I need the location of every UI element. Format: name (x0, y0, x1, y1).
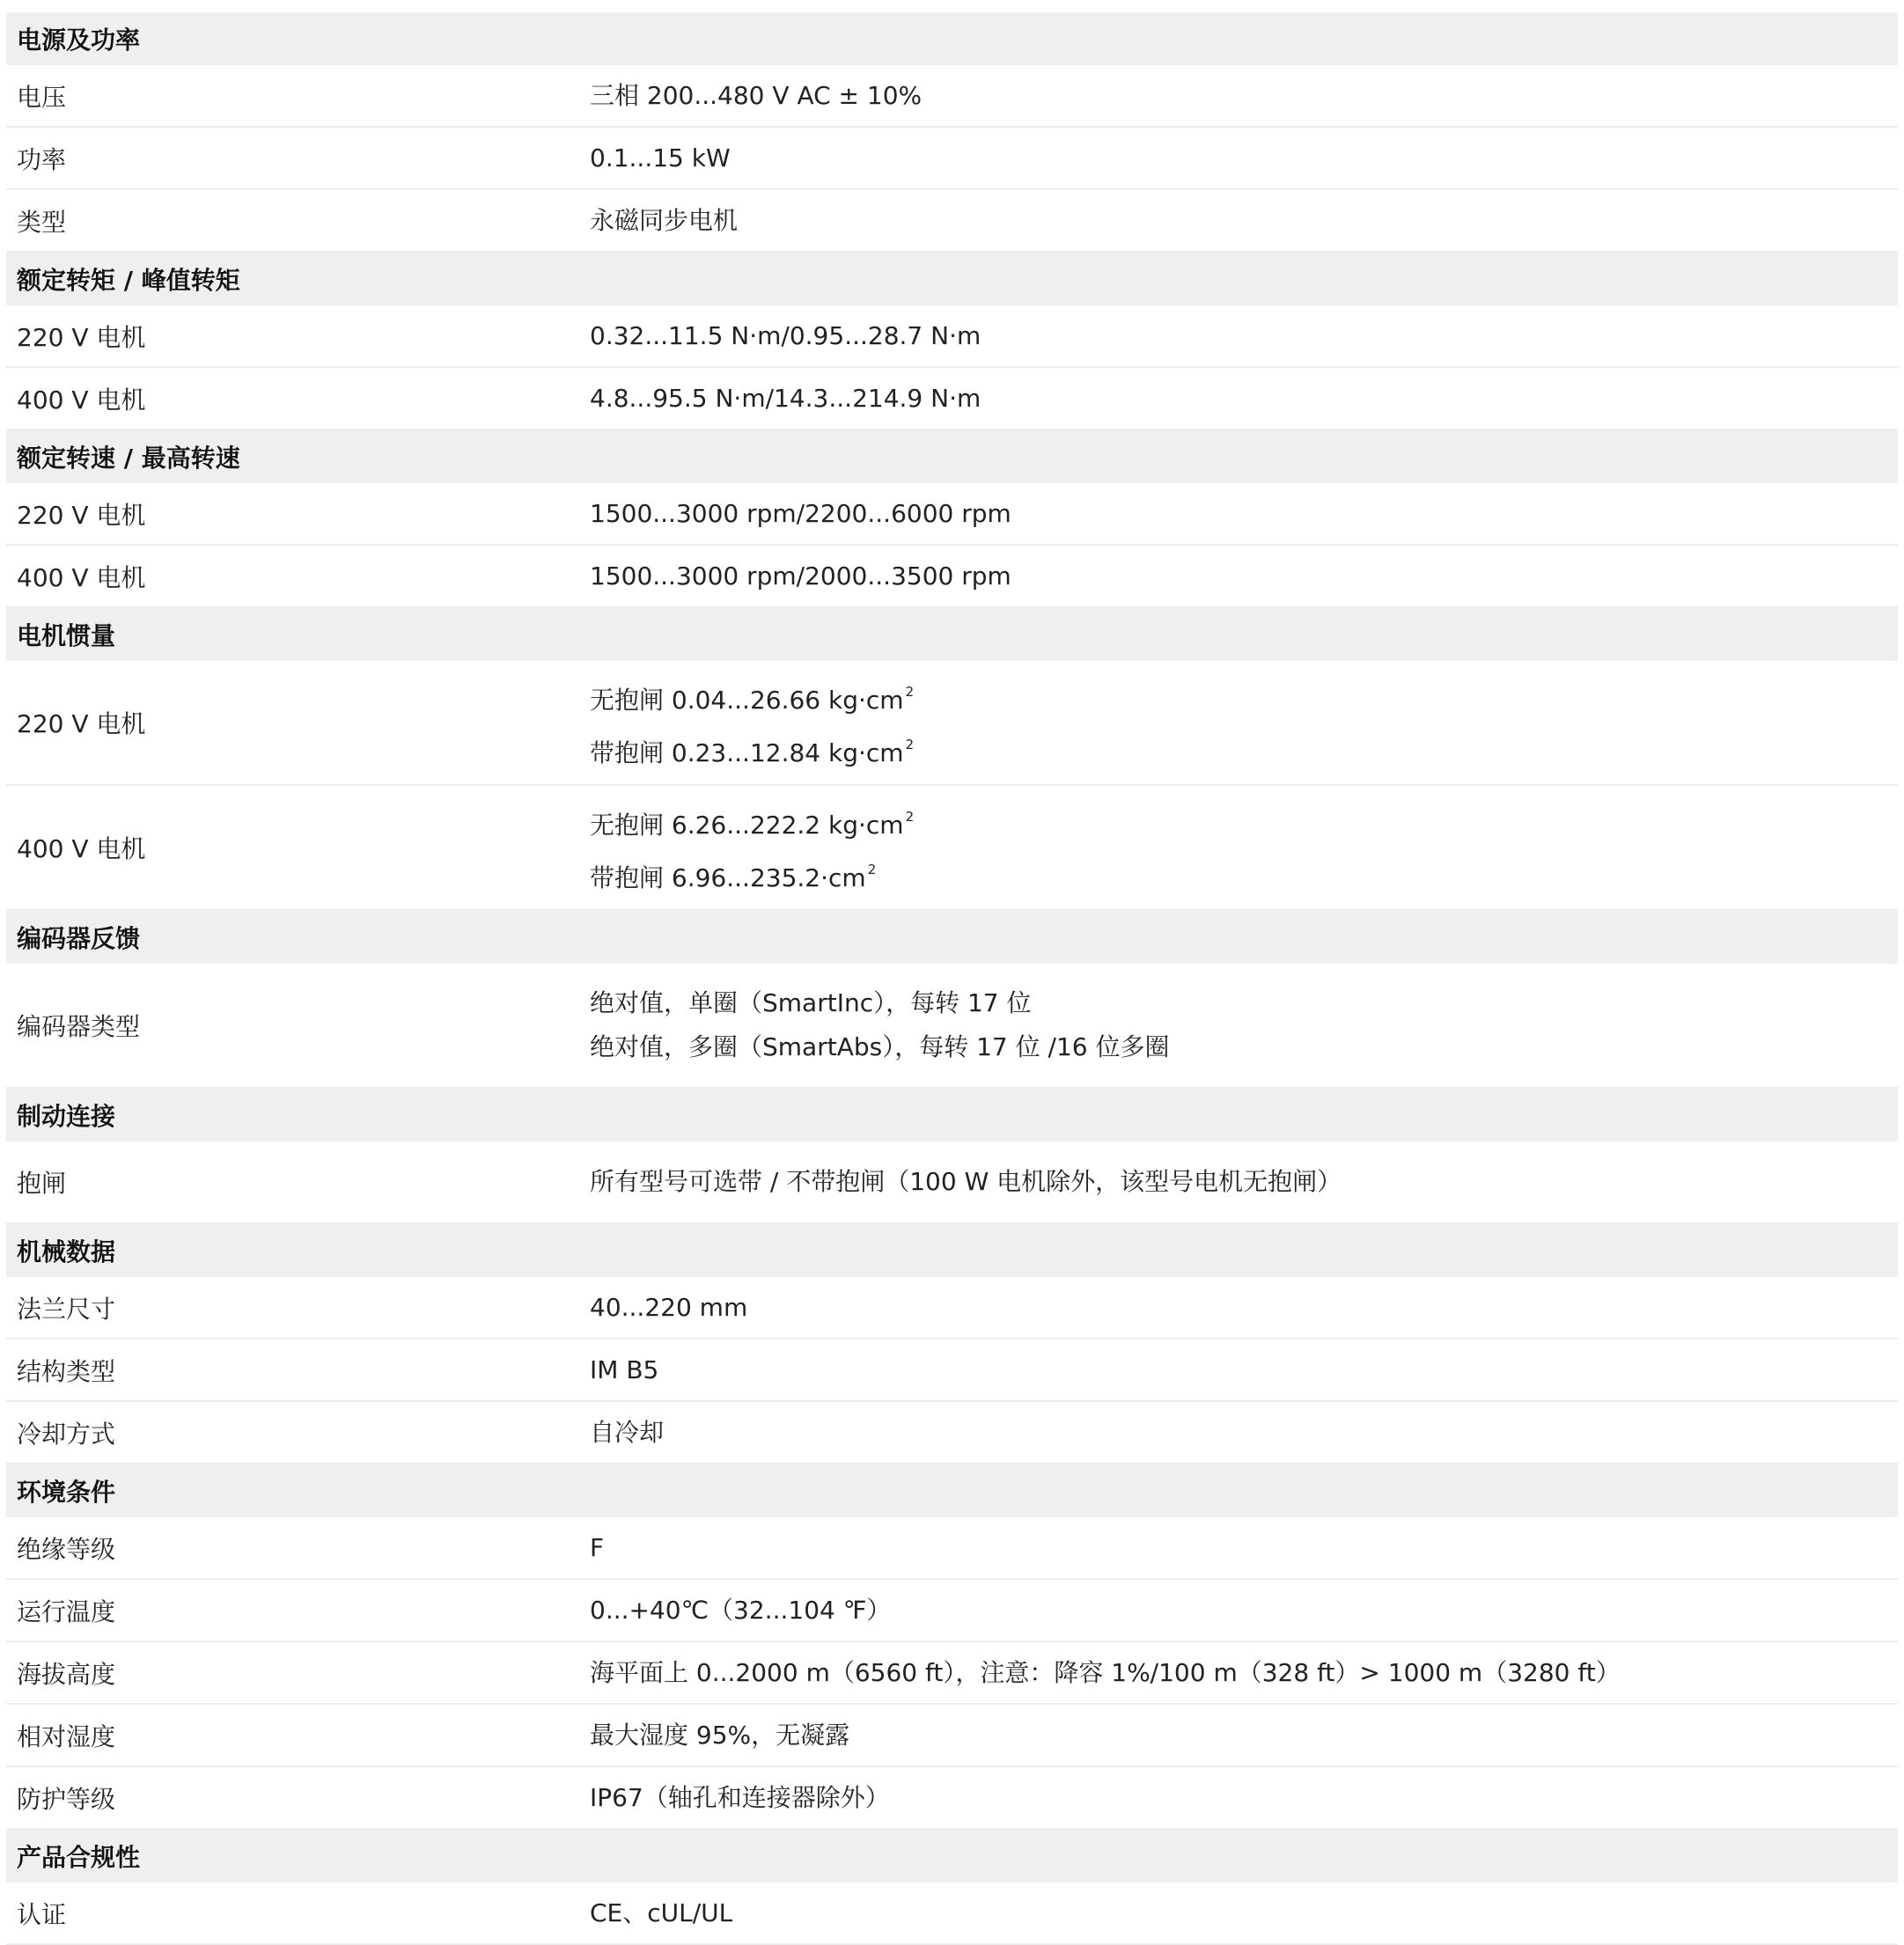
section-header: 编码器反馈 (6, 911, 1898, 964)
row-label: 运行温度 (17, 1596, 116, 1626)
row-label: 抱闸 (17, 1169, 67, 1198)
section-header: 额定转矩 / 峰值转矩 (6, 253, 1898, 305)
value-line (590, 1411, 1898, 1455)
row-value (590, 554, 1898, 598)
table-row (6, 1141, 1898, 1224)
row-value (590, 314, 1898, 358)
value-text: 海平面上 0...2000 m（6560 ft），注意：降容 1%/100 m（328 ft）> 1000 m（3280 ft） (590, 1657, 1621, 1687)
value-line (590, 723, 1898, 775)
table-row (6, 786, 1898, 911)
row-value (590, 1776, 1898, 1820)
row-label: 220 V 电机 (17, 709, 146, 738)
value-line (590, 314, 1898, 358)
value-line (590, 670, 1898, 723)
row-label: 防护等级 (17, 1784, 116, 1814)
section-header: 额定转速 / 最高转速 (6, 430, 1898, 483)
value-line (590, 1286, 1898, 1330)
value-text: IM B5 (590, 1354, 659, 1384)
row-label: 认证 (17, 1899, 67, 1929)
section-header: 环境条件 (6, 1464, 1898, 1517)
row-value (590, 199, 1898, 243)
row-value (590, 1891, 1898, 1935)
value-text: 1500...3000 rpm/2000...3500 rpm (590, 561, 1011, 591)
value-line (590, 1714, 1898, 1758)
section-header: 电机惯量 (6, 608, 1898, 661)
value-line (590, 1651, 1898, 1695)
value-text: 所有型号可选带 / 不带抱闸（100 W 电机除外，该型号电机无抱闸） (590, 1167, 1342, 1196)
row-value (590, 795, 1898, 900)
table-row (6, 1883, 1898, 1945)
table-row (6, 1705, 1898, 1767)
table-row (6, 1277, 1898, 1339)
table-row (6, 1339, 1898, 1402)
row-value (590, 1714, 1898, 1758)
row-label: 编码器类型 (17, 1012, 141, 1041)
section-header: 制动连接 (6, 1089, 1898, 1141)
superscript: 2 (905, 809, 915, 825)
row-value (590, 377, 1898, 421)
value-line (590, 199, 1898, 243)
section-header: 机械数据 (6, 1224, 1898, 1277)
value-text: 1500...3000 rpm/2200...6000 rpm (590, 498, 1011, 528)
section-header: 电源及功率 (6, 12, 1898, 65)
row-value (590, 1411, 1898, 1455)
value-text: 永磁同步电机 (590, 205, 739, 235)
table-row (6, 128, 1898, 190)
row-value (590, 492, 1898, 536)
table-row (6, 1767, 1898, 1830)
table-row (6, 1402, 1898, 1464)
superscript: 2 (867, 862, 877, 877)
value-text: 三相 200...480 V AC ± 10% (590, 80, 923, 110)
value-line (590, 795, 1898, 848)
row-label: 电压 (17, 82, 67, 112)
row-label: 400 V 电机 (17, 834, 146, 863)
row-value (590, 1526, 1898, 1570)
table-row (6, 1642, 1898, 1705)
row-label: 400 V 电机 (17, 385, 146, 415)
table-row (6, 65, 1898, 128)
value-line (590, 1348, 1898, 1392)
row-label: 220 V 电机 (17, 500, 146, 530)
value-text: 无抱闸 0.04...26.66 kg·cm (590, 686, 904, 715)
value-text: 4.8...95.5 N·m/14.3...214.9 N·m (590, 383, 981, 413)
value-text: IP67（轴孔和连接器除外） (590, 1782, 890, 1812)
section-header: 产品合规性 (6, 1830, 1898, 1883)
row-label: 类型 (17, 207, 67, 237)
value-text: 自冷却 (590, 1417, 665, 1447)
value-text: CE、cUL/UL (590, 1897, 733, 1927)
row-label: 220 V 电机 (17, 322, 146, 352)
superscript: 2 (905, 737, 915, 752)
spec-table (6, 12, 1898, 1945)
value-text: 无抱闸 6.26...222.2 kg·cm (590, 811, 904, 840)
table-row (6, 483, 1898, 546)
value-text: 带抱闸 0.23...12.84 kg·cm (590, 738, 904, 767)
row-value (590, 74, 1898, 118)
row-value (590, 1160, 1898, 1204)
value-text: F (590, 1532, 605, 1562)
row-value (590, 1589, 1898, 1633)
row-label: 法兰尺寸 (17, 1294, 116, 1324)
value-line (590, 1589, 1898, 1633)
value-line (590, 377, 1898, 421)
value-line (590, 492, 1898, 536)
row-label: 功率 (17, 144, 67, 174)
row-value (590, 1348, 1898, 1392)
row-value (590, 981, 1898, 1069)
value-line (590, 1776, 1898, 1820)
value-line (590, 1526, 1898, 1570)
value-text: 最大湿度 95%，无凝露 (590, 1720, 850, 1750)
value-line (590, 848, 1898, 900)
value-line (590, 1025, 1898, 1069)
table-row (6, 190, 1898, 253)
superscript: 2 (905, 684, 915, 700)
table-row (6, 661, 1898, 786)
row-value (590, 1286, 1898, 1330)
value-line (590, 1891, 1898, 1935)
value-text: 带抱闸 6.96...235.2·cm (590, 863, 866, 892)
value-line (590, 554, 1898, 598)
row-label: 绝缘等级 (17, 1534, 116, 1564)
row-label: 400 V 电机 (17, 562, 146, 592)
value-text: 40...220 mm (590, 1292, 748, 1322)
value-text: 绝对值，单圈（SmartInc），每转 17 位 (590, 988, 1032, 1017)
value-line (590, 1160, 1898, 1204)
value-line (590, 136, 1898, 180)
value-text: 0.1...15 kW (590, 143, 731, 172)
value-text: 0...+40℃（32...104 ℉） (590, 1595, 892, 1625)
table-row (6, 546, 1898, 608)
row-value (590, 1651, 1898, 1695)
table-row (6, 368, 1898, 430)
row-label: 冷却方式 (17, 1419, 116, 1449)
row-label: 海拔高度 (17, 1659, 116, 1689)
table-row (6, 1517, 1898, 1580)
row-label: 结构类型 (17, 1356, 116, 1386)
table-row (6, 964, 1898, 1089)
value-line (590, 74, 1898, 118)
row-value (590, 670, 1898, 775)
row-value (590, 136, 1898, 180)
table-row (6, 305, 1898, 368)
value-text: 0.32...11.5 N·m/0.95...28.7 N·m (590, 320, 981, 350)
value-line (590, 981, 1898, 1025)
table-row (6, 1580, 1898, 1642)
value-text: 绝对值，多圈（SmartAbs），每转 17 位 /16 位多圈 (590, 1032, 1170, 1061)
row-label: 相对湿度 (17, 1721, 116, 1751)
